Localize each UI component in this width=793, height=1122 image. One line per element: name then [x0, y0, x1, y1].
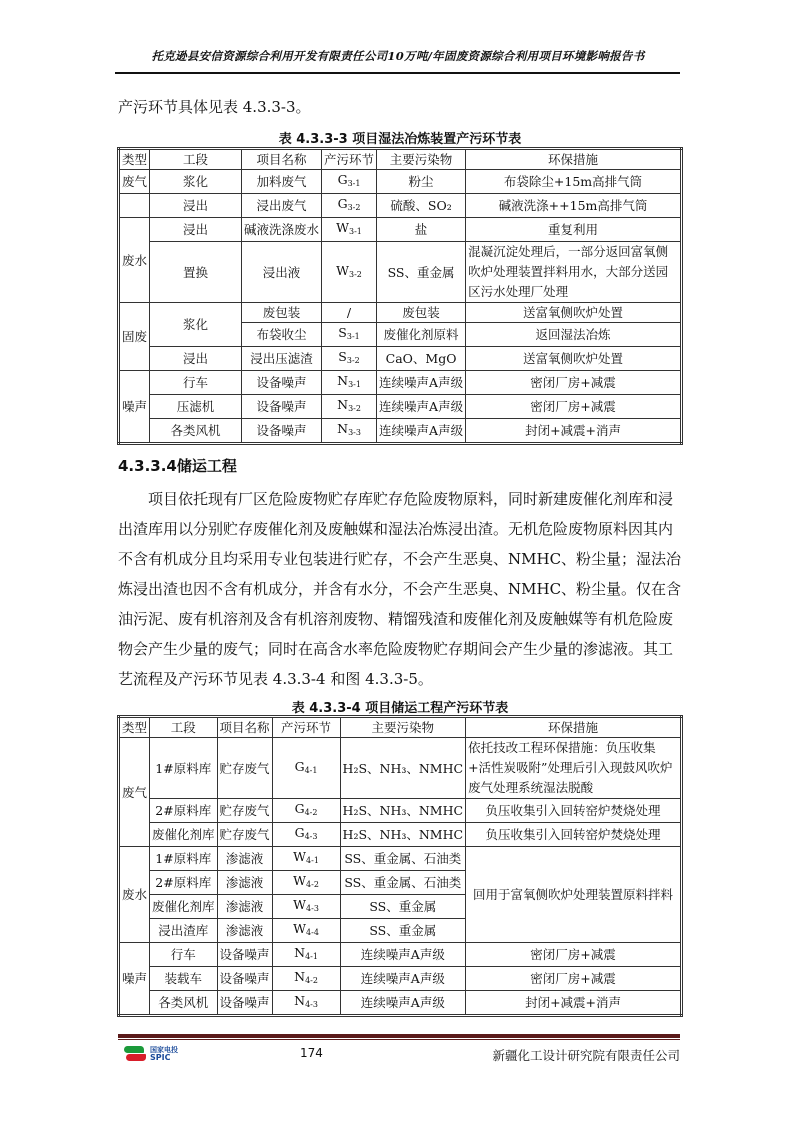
measure-cell: 负压收集引入回转窑炉焚烧处理	[466, 799, 682, 823]
item-cell: 设备噪声	[242, 371, 322, 395]
type-cell: 废水	[119, 847, 150, 943]
pollutant-cell: H₂S、NH₃、NMHC	[340, 738, 466, 799]
measure-cell: 送富氧侧吹炉处置	[466, 303, 682, 323]
table2-caption: 表 4.3.3-4 项目储运工程产污环节表	[291, 701, 509, 716]
item-cell: 设备噪声	[242, 419, 322, 444]
pollutant-cell: SS、重金属	[340, 895, 466, 919]
table-row	[119, 347, 682, 371]
stage-cell: 置换	[150, 242, 242, 303]
stage-cell: 装载车	[150, 967, 218, 991]
document-header: 托克逊县安信资源综合利用开发有限责任公司10万吨/年固废资源综合利用项目环境影响报告书	[151, 49, 645, 63]
stage-cell: 浸出	[150, 347, 242, 371]
stage-cell: 1#原料库	[150, 738, 218, 799]
item-cell: 渗滤液	[217, 895, 272, 919]
type-cell: 废水	[119, 218, 150, 303]
table-header-row	[119, 717, 682, 738]
item-cell: 设备噪声	[217, 943, 272, 967]
measure-cell: 封闭+减震+消声	[466, 991, 682, 1016]
code-cell: $N_{4-1}$	[272, 943, 340, 967]
header-cell: 主要污染物	[377, 149, 466, 170]
code-cell: $W_{4-3}$	[272, 895, 340, 919]
pollutant-cell: 连续噪声A声级	[340, 967, 466, 991]
code-cell: /	[322, 303, 377, 323]
table-row	[119, 242, 682, 303]
pollutant-cell: H₂S、NH₃、NMHC	[340, 823, 466, 847]
spic-logo-icon	[124, 1045, 146, 1063]
header-cell: 项目名称	[242, 149, 322, 170]
code-cell: $S_{3-2}$	[322, 347, 377, 371]
item-cell: 废包装	[242, 303, 322, 323]
header-cell: 产污环节	[322, 149, 377, 170]
stage-cell: 1#原料库	[150, 847, 218, 871]
code-cell: $N_{3-3}$	[322, 419, 377, 444]
item-cell: 浸出废气	[242, 194, 322, 218]
table-row	[119, 303, 682, 323]
measure-cell: 封闭+减震+消声	[466, 419, 682, 444]
footer-rule	[118, 1034, 680, 1038]
pollutant-cell: 连续噪声A声级	[377, 419, 466, 444]
stage-cell: 压滤机	[150, 395, 242, 419]
code-cell: $W_{4-2}$	[272, 871, 340, 895]
item-cell: 浸出液	[242, 242, 322, 303]
stage-cell: 废催化剂库	[150, 895, 218, 919]
spic-logo	[124, 1045, 178, 1063]
table-row	[119, 419, 682, 444]
header-cell: 环保措施	[466, 149, 682, 170]
header-cell: 工段	[150, 149, 242, 170]
code-cell: $N_{3-2}$	[322, 395, 377, 419]
table-row	[119, 943, 682, 967]
item-cell: 设备噪声	[217, 991, 272, 1016]
table2	[117, 715, 683, 1017]
table1	[117, 147, 683, 445]
pollutant-cell: SS、重金属	[377, 242, 466, 303]
table-row	[119, 371, 682, 395]
measure-cell: 重复利用	[466, 218, 682, 242]
stage-cell: 浆化	[150, 303, 242, 347]
table-row	[119, 194, 682, 218]
item-cell: 碱液洗涤废水	[242, 218, 322, 242]
header-rule	[115, 72, 680, 74]
item-cell: 设备噪声	[242, 395, 322, 419]
table-row	[119, 738, 682, 799]
item-cell: 加料废气	[242, 170, 322, 194]
measure-cell: 负压收集引入回转窑炉焚烧处理	[466, 823, 682, 847]
pollutant-cell: 盐	[377, 218, 466, 242]
stage-cell: 行车	[150, 943, 218, 967]
pollutant-cell: 连续噪声A声级	[340, 991, 466, 1016]
logo-en-text: SPIC	[150, 1053, 171, 1062]
stage-cell: 浸出	[150, 194, 242, 218]
pollutant-cell: SS、重金属	[340, 919, 466, 943]
pollutant-cell: SS、重金属、石油类	[340, 871, 466, 895]
item-cell: 渗滤液	[217, 847, 272, 871]
type-cell: 废气	[119, 738, 150, 847]
code-cell: $G_{3-2}$	[322, 194, 377, 218]
code-cell: $G_{4-3}$	[272, 823, 340, 847]
header-cell: 工段	[150, 717, 218, 738]
code-cell: $N_{4-2}$	[272, 967, 340, 991]
page-number: 174	[300, 1046, 323, 1060]
pollutant-cell: CaO、MgO	[377, 347, 466, 371]
item-cell: 设备噪声	[217, 967, 272, 991]
table-row	[119, 170, 682, 194]
item-cell: 浸出压滤渣	[242, 347, 322, 371]
measure-cell: 依托技改工程环保措施：负压收集+活性炭吸附”处理后引入现鼓风吹炉废气处理系统湿法脱酸	[466, 738, 682, 799]
intro-line: 产污环节具体见表 4.3.3-3。	[118, 98, 311, 116]
table1-caption: 表 4.3.3-3 项目湿法冶炼装置产污环节表	[278, 132, 522, 147]
section-title: 4.3.3.4储运工程	[118, 457, 237, 475]
measure-cell: 密闭厂房+减震	[466, 371, 682, 395]
header-cell: 主要污染物	[340, 717, 466, 738]
header-cell: 项目名称	[217, 717, 272, 738]
code-cell: $W_{4-4}$	[272, 919, 340, 943]
type-cell	[119, 194, 150, 218]
header-cell: 环保措施	[466, 717, 682, 738]
type-cell: 噪声	[119, 371, 150, 444]
table-row	[119, 799, 682, 823]
stage-cell: 2#原料库	[150, 871, 218, 895]
pollutant-cell: 连续噪声A声级	[377, 395, 466, 419]
table-row	[119, 847, 682, 871]
measure-cell: 送富氧侧吹炉处置	[466, 347, 682, 371]
table-row	[119, 395, 682, 419]
pollutant-cell: H₂S、NH₃、NMHC	[340, 799, 466, 823]
code-cell: $G_{3-1}$	[322, 170, 377, 194]
code-cell: $S_{3-1}$	[322, 323, 377, 347]
item-cell: 渗滤液	[217, 871, 272, 895]
code-cell: $W_{3-2}$	[322, 242, 377, 303]
header-cell: 类型	[119, 149, 150, 170]
pollutant-cell: 废包装	[377, 303, 466, 323]
stage-cell: 浸出	[150, 218, 242, 242]
item-cell: 贮存废气	[217, 799, 272, 823]
logo-cn-text: 国家电投	[150, 1046, 178, 1054]
pollutant-cell: 粉尘	[377, 170, 466, 194]
header-cell: 产污环节	[272, 717, 340, 738]
measure-cell: 布袋除尘+15m高排气筒	[466, 170, 682, 194]
code-cell: $N_{4-3}$	[272, 991, 340, 1016]
item-cell: 贮存废气	[217, 738, 272, 799]
footer-company: 新疆化工设计研究院有限责任公司	[492, 1048, 680, 1063]
item-cell: 渗滤液	[217, 919, 272, 943]
measure-cell: 返回湿法冶炼	[466, 323, 682, 347]
pollutant-cell: SS、重金属、石油类	[340, 847, 466, 871]
table-row	[119, 991, 682, 1016]
measure-cell: 碱液洗涤++15m高排气筒	[466, 194, 682, 218]
stage-cell: 2#原料库	[150, 799, 218, 823]
table-row	[119, 967, 682, 991]
pollutant-cell: 硫酸、SO₂	[377, 194, 466, 218]
stage-cell: 各类风机	[150, 419, 242, 444]
footer-rule-thin	[118, 1039, 680, 1040]
table-header-row	[119, 149, 682, 170]
type-cell: 废气	[119, 170, 150, 194]
header-cell: 类型	[119, 717, 150, 738]
table-row	[119, 218, 682, 242]
measure-cell: 回用于富氧侧吹炉处理装置原料拌料	[466, 847, 682, 943]
item-cell: 布袋收尘	[242, 323, 322, 347]
pollutant-cell: 连续噪声A声级	[377, 371, 466, 395]
stage-cell: 行车	[150, 371, 242, 395]
type-cell: 噪声	[119, 943, 150, 1016]
measure-cell: 混凝沉淀处理后，一部分返回富氧侧吹炉处理装置拌料用水，大部分送园区污水处理厂处理	[466, 242, 682, 303]
measure-cell: 密闭厂房+减震	[466, 967, 682, 991]
measure-cell: 密闭厂房+减震	[466, 943, 682, 967]
stage-cell: 浸出渣库	[150, 919, 218, 943]
table-row	[119, 823, 682, 847]
code-cell: $N_{3-1}$	[322, 371, 377, 395]
pollutant-cell: 废催化剂原料	[377, 323, 466, 347]
section-paragraph: 项目依托现有厂区危险废物贮存库贮存危险废物原料，同时新建废催化剂库和浸出渣库用以分别贮存废催化剂及废触媒和湿法冶炼浸出渣。无机危险废物原料因其内不含有机成分且均采用专业包装进行贮存，不会产生恶臭、NMHC、粉尘量；湿法冶炼浸出渣也因不含有机成分，并含有水分，不会产生恶臭、NMHC、粉尘量。仅在含油污泥、废有机溶剂及含有机溶剂废物、精馏残渣和废催化剂及废触媒等有机危险废物会产生少量的废气；同时在高含水率危险废物贮存期间会产生少量的渗滤液。其工艺流程及产污环节见表 4.3.3-4 和图 4.3.3-5。	[118, 490, 682, 688]
pollutant-cell: 连续噪声A声级	[340, 943, 466, 967]
type-cell: 固废	[119, 303, 150, 371]
measure-cell: 密闭厂房+减震	[466, 395, 682, 419]
code-cell: $W_{4-1}$	[272, 847, 340, 871]
code-cell: $G_{4-2}$	[272, 799, 340, 823]
code-cell: $G_{4-1}$	[272, 738, 340, 799]
item-cell: 贮存废气	[217, 823, 272, 847]
stage-cell: 各类风机	[150, 991, 218, 1016]
code-cell: $W_{3-1}$	[322, 218, 377, 242]
stage-cell: 废催化剂库	[150, 823, 218, 847]
stage-cell: 浆化	[150, 170, 242, 194]
